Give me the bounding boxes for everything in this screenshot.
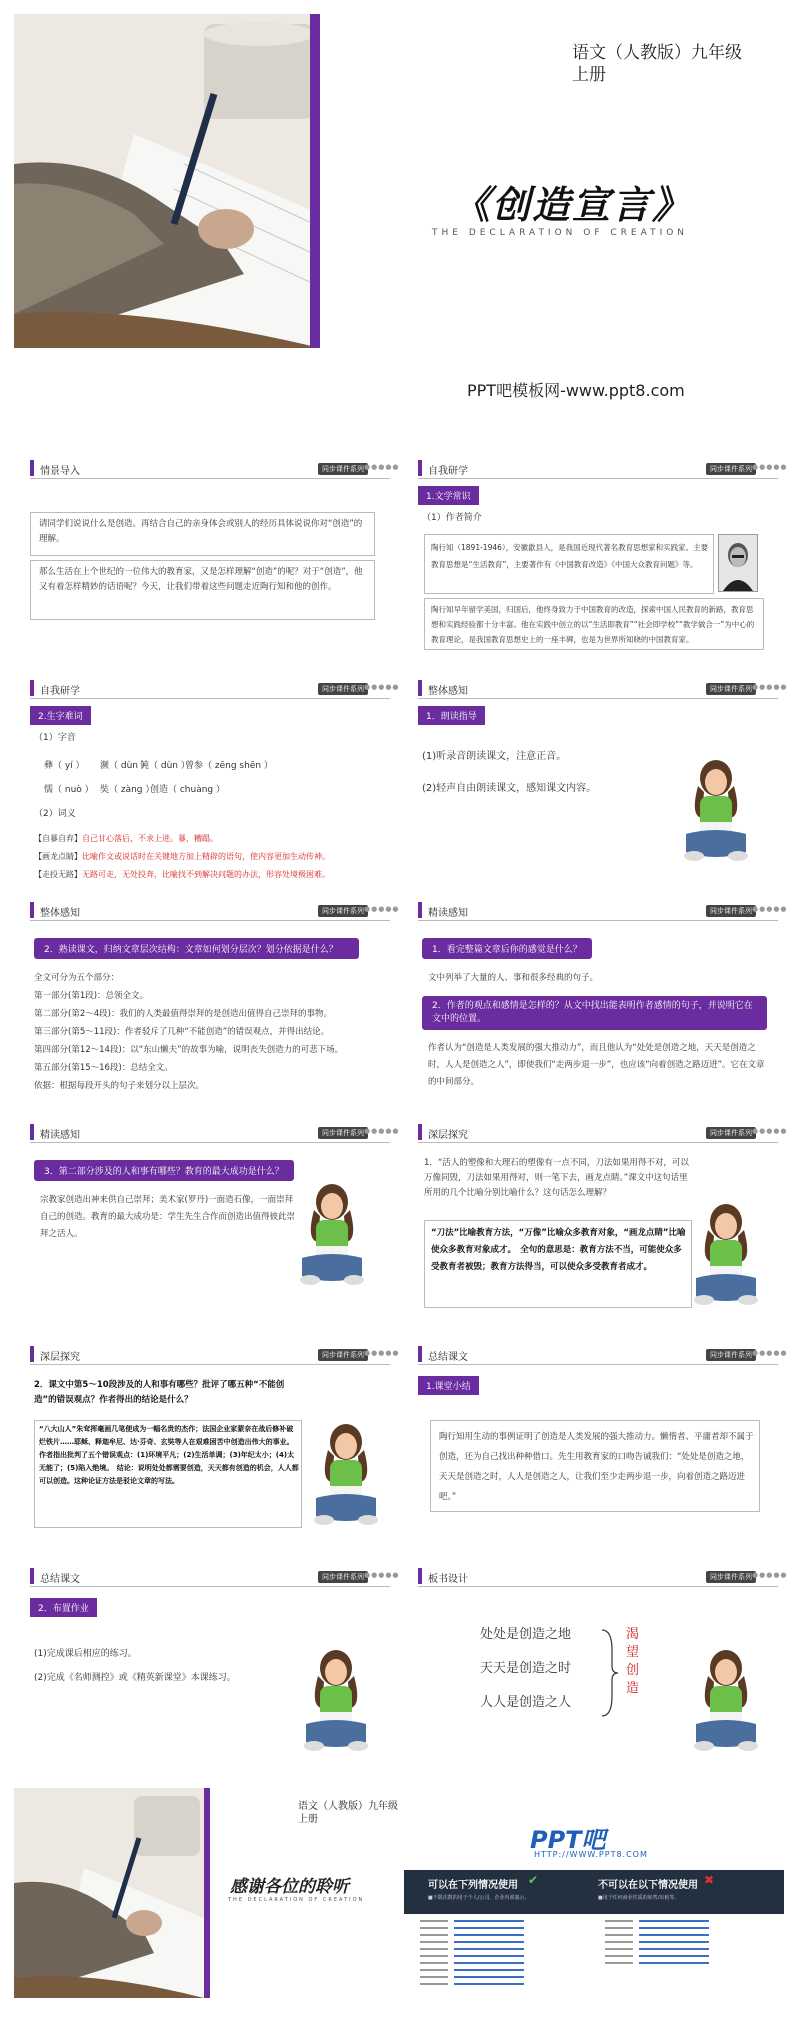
badge-dots: ●●●●● (364, 905, 400, 913)
summary-tag: 1.课堂小结 (418, 1376, 479, 1395)
section-divider (30, 478, 390, 479)
people-answer: 宗教家创造出神来供自己崇拜；美术家(罗丹)一面造石像，一面崇拜自己的创造。教育的最大成功是：学生先生合作而创造出值得彼此崇拜之活人。 (40, 1195, 296, 1239)
cannot-use-note: ■用于任何商业性质的转售/出租等。 (598, 1895, 680, 1901)
author-bio-box-2 (424, 598, 764, 650)
series-badge: 同步课件系列 (706, 905, 756, 917)
section-title: 总结课文 (40, 1574, 80, 1585)
series-badge: 同步课件系列 (706, 463, 756, 475)
term: 【自暴自弃】 (34, 834, 82, 843)
section-divider (418, 478, 778, 479)
reading-girl-image (690, 1646, 762, 1756)
ppt-logo[interactable]: PPT吧 (530, 1826, 606, 1854)
can-use-note: ■不限次数的用于个人/公司、企业内部演示。 (428, 1895, 530, 1901)
check-icon: ✔ (528, 1873, 539, 1887)
structure-line: 依据：根据每段开头的句子来划分以上层次。 (34, 1081, 205, 1091)
series-badge: 同步课件系列 (318, 683, 368, 695)
vocab-tag: 2.生字难词 (30, 706, 91, 725)
cover-photo (14, 14, 320, 348)
homework-line-2: (2)完成《名师测控》或《精英新课堂》本课练习。 (34, 1673, 236, 1683)
end-title: 感谢各位的聆听 (230, 1877, 349, 1897)
meaning-subheading: （2）词义 (34, 809, 76, 819)
series-badge: 同步课件系列 (318, 1571, 368, 1583)
section-title: 整体感知 (428, 686, 468, 697)
cover-english: THE DECLARATION OF CREATION (432, 228, 689, 238)
section-divider (418, 1586, 778, 1587)
section-title: 情景导入 (40, 466, 80, 477)
literature-tag: 1.文学常识 (418, 486, 479, 505)
section-marker (418, 902, 422, 918)
author-bio-2: 陶行知早年留学美国，归国后，他终身致力于中国教育的改造，探索中国人民教育的新路，教育思想和实践经验都十分丰富。他在实践中创立的以“生活即教育”“社会即学校”“教学做合一”为中心的教育理论，是我国教育思想史上的一座丰碑，也是为世界所知晓的中国教育家。 (431, 605, 755, 644)
reading-tag: 1．朗读指导 (418, 706, 485, 725)
end-english: THE DECLARATION OF CREATION (228, 1897, 365, 1903)
end-purple-bar (204, 1788, 210, 1998)
section-marker (30, 1346, 34, 1362)
badge-dots: ●●●●● (752, 905, 788, 913)
section-title: 深层探究 (428, 1130, 468, 1141)
term: 【走投无路】 (34, 870, 82, 879)
badge-dots: ●●●●● (752, 1571, 788, 1579)
section-marker (30, 902, 34, 918)
deep-question-2: 2．课文中第5～10段涉及的人和事有哪些？批评了哪五种“不能创造”的错误观点？作者得出的结论是什么？ (34, 1380, 285, 1405)
ppt-url[interactable]: HTTP://WWW.PPT8.COM (534, 1850, 648, 1859)
term-definition: 无路可走，无处投奔，比喻找不到解决问题的办法，形容处境极困难。 (82, 870, 330, 879)
section-divider (30, 1586, 390, 1587)
structure-line: 全文可分为五个部分： (34, 973, 120, 983)
section-title: 板书设计 (428, 1574, 468, 1585)
structure-question: 2．熟读课文，归纳文章层次结构：文章如何划分层次？划分依据是什么？ (34, 938, 359, 959)
end-photo-illustration (14, 1788, 204, 1998)
reading-girl-image (690, 1200, 762, 1310)
section-marker (418, 1346, 422, 1362)
series-badge: 同步课件系列 (706, 1127, 756, 1139)
section-title: 整体感知 (40, 908, 80, 919)
section-divider (30, 1142, 390, 1143)
section-marker (418, 680, 422, 696)
badge-dots: ●●●●● (752, 683, 788, 691)
badge-dots: ●●●●● (752, 463, 788, 471)
structure-line: 第五部分(第15～16段)：总结全文。 (34, 1063, 173, 1073)
board-line: 人人是创造之人 (480, 1695, 572, 1710)
end-subtitle: 语文（人教版）九年级 上册 (298, 1801, 398, 1825)
cover-subtitle: 语文（人教版）九年级 上册 (572, 43, 742, 85)
pron-item: 濒（ dùn ） (100, 761, 150, 771)
author-portrait (718, 534, 758, 592)
end-photo (14, 1788, 204, 1998)
section-marker (418, 460, 422, 476)
homework-tag: 2．布置作业 (30, 1598, 97, 1617)
cannot-use-title: 不可以在以下情况使用 (598, 1880, 698, 1891)
reading-girl-image (296, 1180, 368, 1290)
deep-answer-box-1 (424, 1220, 692, 1308)
section-divider (418, 920, 778, 921)
reading-girl-image (310, 1420, 382, 1530)
badge-dots: ●●●●● (364, 463, 400, 471)
pron-item: 钝（ dùn ） (140, 761, 190, 771)
deep-answer-box-2 (34, 1420, 302, 1528)
section-marker (418, 1568, 422, 1584)
badge-dots: ●●●●● (364, 1349, 400, 1357)
reading-girl-image (300, 1646, 372, 1756)
intro-box-2 (30, 560, 375, 620)
people-question: 3．第二部分涉及的人和事有哪些？教育的最大成功是什么？ (34, 1160, 294, 1181)
section-title: 深层探究 (40, 1352, 80, 1363)
board-keyword-char: 渴 (626, 1627, 640, 1642)
cover-title: 《创造宣言》 (452, 183, 693, 227)
pron-item: 彝（ yí ） (44, 761, 85, 771)
series-badge: 同步课件系列 (318, 1349, 368, 1361)
deep-question-1: 1．“活人的塑像和大理石的塑像有一点不同，刀法如果用得不对，可以万像同毁，刀法如果用得对，则一笔下去，画龙点睛。”课文中这句话里所用的几个比喻分别比喻什么？这句话怎么理解？ (424, 1158, 689, 1198)
section-divider (30, 920, 390, 921)
deep-answer-1: “刀法”比喻教育方法，“万像”比喻众多教育对象，“画龙点睛”比喻使众多教育对象成才。 全句的意思是：教育方法不当，可能使众多受教育者被毁；教育方法得当，可以使众多受教育者成才。 (431, 1228, 686, 1272)
intro-text-1: 请同学们说说什么是创造。再结合自己的亲身体会或别人的经历具体说说你对“创造”的理解。 (39, 519, 363, 544)
structure-line: 第二部分(第2～4段)：我们的人类最值得崇拜的是创造出值得自己崇拜的事物。 (34, 1009, 332, 1019)
section-marker (30, 1568, 34, 1584)
homework-line-1: (1)完成课后相应的练习。 (34, 1649, 137, 1659)
board-brace (600, 1628, 620, 1718)
cover-photo-illustration (14, 14, 320, 348)
can-use-title: 可以在下列情况使用 (428, 1880, 518, 1891)
intro-box-1 (30, 512, 375, 556)
section-title: 总结课文 (428, 1352, 468, 1363)
structure-line: 第一部分(第1段)：总领全文。 (34, 991, 149, 1001)
section-marker (30, 1124, 34, 1140)
series-badge: 同步课件系列 (706, 1349, 756, 1361)
badge-dots: ●●●●● (364, 683, 400, 691)
cover-site: PPT吧模板网-www.ppt8.com (467, 381, 685, 400)
feeling-question: 1．看完整篇文章后你的感觉是什么？ (422, 938, 592, 959)
pron-item: 奘（ zàng ） (100, 785, 155, 795)
structure-line: 第三部分(第5～11段)：作者驳斥了几种“不能创造”的错误观点，并得出结论。 (34, 1027, 330, 1037)
series-badge: 同步课件系列 (706, 1571, 756, 1583)
board-keyword-char: 创 (626, 1663, 640, 1678)
section-divider (30, 698, 390, 699)
section-divider (418, 698, 778, 699)
badge-dots: ●●●●● (364, 1127, 400, 1135)
term-definition: 自己甘心落后，不求上进。暴，糟蹋。 (82, 834, 218, 843)
cover-purple-bar (310, 14, 320, 348)
deep-answer-2: “八大山人”朱耷挥毫画几笔便成为一幅名贵的杰作；法国企业家蒙奈在战后修补破烂铁片……耶稣、释迦牟尼、达·芬奇、玄奘等人在艰难困苦中创造出伟大的事业。作者指出批判了五个错误观点：(1)环境平凡；(2)生活单调；(3)年纪太小；(4)太无能了；(5)陷入绝境。 结论：说明处处都需要创造，天天都有创造的机会，人人都可以创造。这种论证方法是驳论文章的写法。 (39, 1425, 299, 1485)
reading-line-2: (2)轻声自由朗读课文，感知课文内容。 (422, 783, 597, 794)
pron-item: 曾参（ zēng shēn ） (185, 761, 273, 771)
series-badge: 同步课件系列 (318, 463, 368, 475)
author-subheading: （1）作者简介 (422, 513, 482, 523)
summary-text: 陶行知用生动的事例证明了创造是人类发展的强大推动力。懒惰者、平庸者却不属于创造，还为自己找出种种借口。先生用教育家的口吻告诫我们：“处处是创造之地，天天是创造之时，人人是创造之人，让我们至少走两步退一步，向着创造之路迈进吧。” (439, 1432, 754, 1502)
board-line: 处处是创造之地 (480, 1627, 572, 1642)
section-title: 精读感知 (40, 1130, 80, 1141)
section-divider (418, 1142, 778, 1143)
section-title: 自我研学 (428, 466, 468, 477)
section-title: 自我研学 (40, 686, 80, 697)
pron-item: 创造（ chuàng ） (150, 785, 226, 795)
pron-item: 懦（ nuò ） (44, 785, 94, 795)
board-line: 天天是创造之时 (480, 1661, 572, 1676)
section-marker (418, 1124, 422, 1140)
term-definition: 比喻作文或说话时在关键地方加上精辟的语句，使内容更加生动传神。 (82, 852, 330, 861)
feeling-answer: 文中列举了大量的人、事和很多经典的句子。 (428, 973, 599, 983)
badge-dots: ●●●●● (364, 1571, 400, 1579)
section-divider (418, 1364, 778, 1365)
pronunciation-subheading: （1）字音 (34, 733, 76, 743)
intro-text-2: 那么生活在上个世纪的一位伟大的教育家，又是怎样理解“创造”的呢？对于“创造”，他又有着怎样精妙的话语呢？今天，让我们带着这些问题走近陶行知和他的创作。 (39, 567, 363, 592)
cross-icon: ✖ (704, 1873, 715, 1887)
badge-dots: ●●●●● (752, 1349, 788, 1357)
series-badge: 同步课件系列 (706, 683, 756, 695)
section-marker (30, 460, 34, 476)
section-divider (30, 1364, 390, 1365)
board-keyword-char: 造 (626, 1681, 640, 1696)
section-title: 精读感知 (428, 908, 468, 919)
series-badge: 同步课件系列 (318, 905, 368, 917)
opinion-answer: 作者认为“创造是人类发展的强大推动力”，而且他认为“处处是创造之地，天天是创造之时，人人是创造之人”，即使我们“走两步退一步”，也应该“向着创造之路迈进”。它在文章的中间部分。 (428, 1043, 765, 1087)
structure-line: 第四部分(第12～14段)：以“东山懒夫”的故事为喻，说明丧失创造力的可悲下场。 (34, 1045, 344, 1055)
badge-dots: ●●●●● (752, 1127, 788, 1135)
opinion-question: 2．作者的观点和感情是怎样的？从文中找出能表明作者感情的句子，并说明它在文中的位置。 (422, 996, 767, 1030)
author-bio-box (424, 534, 714, 594)
series-badge: 同步课件系列 (318, 1127, 368, 1139)
author-bio-1: 陶行知（1891-1946），安徽歙县人，是我国近现代著名教育思想家和实践家。主要教育思想是“生活教育”，主要著作有《中国教育改造》《中国大众教育问题》等。 (431, 543, 709, 569)
term: 【画龙点睛】 (34, 852, 82, 861)
summary-box (430, 1420, 760, 1512)
link-list (420, 1918, 780, 1998)
board-keyword-char: 望 (626, 1645, 640, 1660)
reading-line-1: (1)听录音朗读课文，注意正音。 (422, 751, 567, 762)
reading-girl-image (680, 756, 752, 866)
section-marker (30, 680, 34, 696)
